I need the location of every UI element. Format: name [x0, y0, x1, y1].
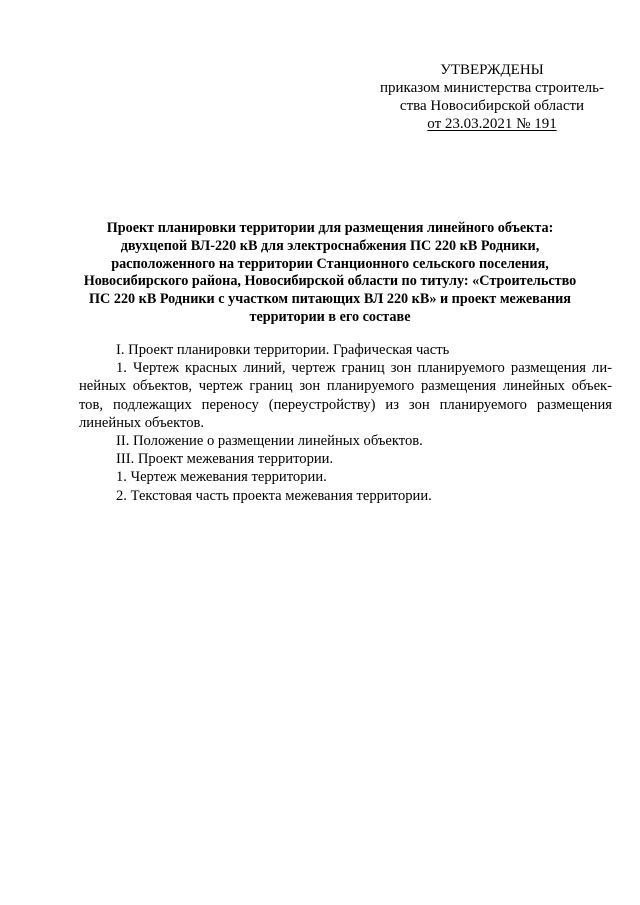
section-linear-objects-provision: II. Положение о размещении линейных объектов.	[116, 433, 423, 450]
title-line: территории в его составе	[249, 308, 411, 325]
item-red-lines-drawing	[79, 359, 612, 432]
title-line: Проект планировки территории для размещения линейного объекта:	[106, 220, 554, 236]
contents-list	[79, 341, 612, 505]
approval-heading: УТВЕРЖДЕНЫ	[440, 62, 544, 78]
approval-date-number: от 23.03.2021 № 191	[427, 116, 557, 132]
approval-stamp	[372, 61, 612, 133]
item-survey-drawing: 1. Чертеж межевания территории.	[116, 469, 327, 486]
section-graphic-part: I. Проект планировки территории. Графическая часть	[116, 342, 450, 358]
title-line: двухцепой ВЛ-220 кВ для электроснабжения ПС 220 кВ Родники,	[120, 237, 540, 254]
item-text-line: 1. Чертеж красных линий, чертеж границ зон планируемого размещения ли-	[116, 360, 612, 377]
item-text-line: линейных объектов.	[79, 414, 205, 431]
document-title	[80, 220, 580, 327]
item-text-line: тов, подлежащих переносу (переустройству) из зон планируемого размещения	[79, 396, 612, 413]
approval-order-line: приказом министерства строитель-	[380, 80, 604, 96]
title-line: Новосибирского района, Новосибирской области по титулу: «Строительство	[83, 273, 577, 290]
item-survey-text-part: 2. Текстовая часть проекта межевания территории.	[116, 487, 432, 504]
title-line: ПС 220 кВ Родники с участком питающих ВЛ 220 кВ» и проект межевания	[89, 291, 571, 308]
item-text-line: нейных объектов, чертеж границ зон планируемого размещения линейных объек-	[79, 378, 612, 395]
section-land-survey-project: III. Проект межевания территории.	[116, 451, 334, 468]
approval-region-line: ства Новосибирской области	[399, 98, 585, 114]
title-line: расположенного на территории Станционного сельского поселения,	[111, 255, 549, 272]
